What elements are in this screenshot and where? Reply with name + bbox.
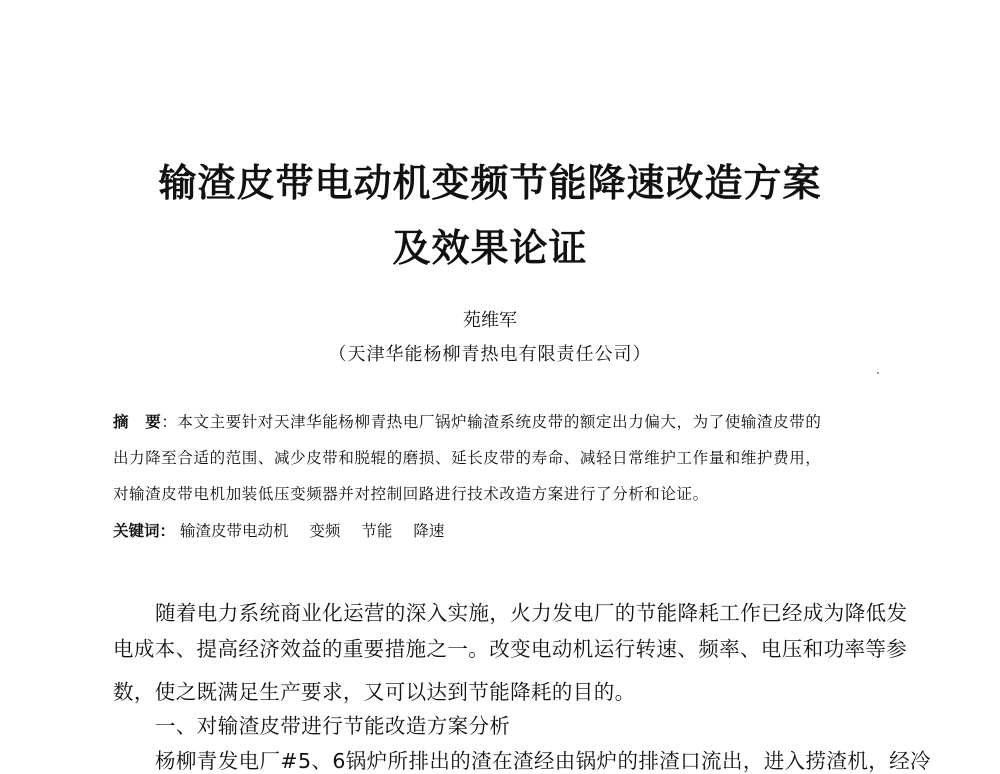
keyword-item: 输渣皮带电动机 [179, 522, 289, 540]
keyword-item: 节能 [361, 522, 393, 540]
body-paragraph-line: 随着电力系统商业化运营的深入实施，火力发电厂的节能降耗工作已经成为降低发 [155, 601, 908, 625]
abstract-line1 [113, 412, 893, 432]
author-affiliation: （天津华能杨柳青热电有限责任公司） [328, 344, 652, 365]
document-title-line2: 及效果论证 [392, 226, 588, 270]
scan-speck [877, 372, 879, 374]
keyword-item: 降速 [413, 522, 445, 540]
body-paragraph-line: 杨柳青发电厂#5、6锅炉所排出的渣在渣经由锅炉的排渣口流出，进入捞渣机，经冷 [155, 749, 931, 773]
document-title-line1: 输渣皮带电动机变频节能降速改造方案 [158, 161, 822, 205]
abstract-line2: 出力降至合适的范围、减少皮带和脱辊的磨损、延长皮带的寿命、减轻日常维护工作量和维护费用， [113, 449, 822, 467]
body-paragraph-line: 数，使之既满足生产要求，又可以达到节能降耗的目的。 [113, 680, 636, 704]
keywords [113, 519, 460, 541]
body-paragraph-line: 电成本、提高经济效益的重要措施之一。改变电动机运行转速、频率、电压和功率等参 [113, 637, 908, 661]
abstract-line3: 对输渣皮带电机加装低压变频器并对控制回路进行技术改造方案进行了分析和论证。 [113, 485, 709, 503]
abstract-text-line1: ：本文主要针对天津华能杨柳青热电厂锅炉输渣系统皮带的额定出力偏大，为了使输渣皮带的 [161, 413, 822, 431]
section-heading: 一、对输渣皮带进行节能改造方案分析 [155, 714, 511, 738]
author-name: 苑维军 [463, 310, 517, 331]
abstract-label: 摘 要 [113, 412, 162, 431]
keywords-label: 关键词： [113, 521, 176, 540]
keyword-item: 变频 [309, 522, 341, 540]
